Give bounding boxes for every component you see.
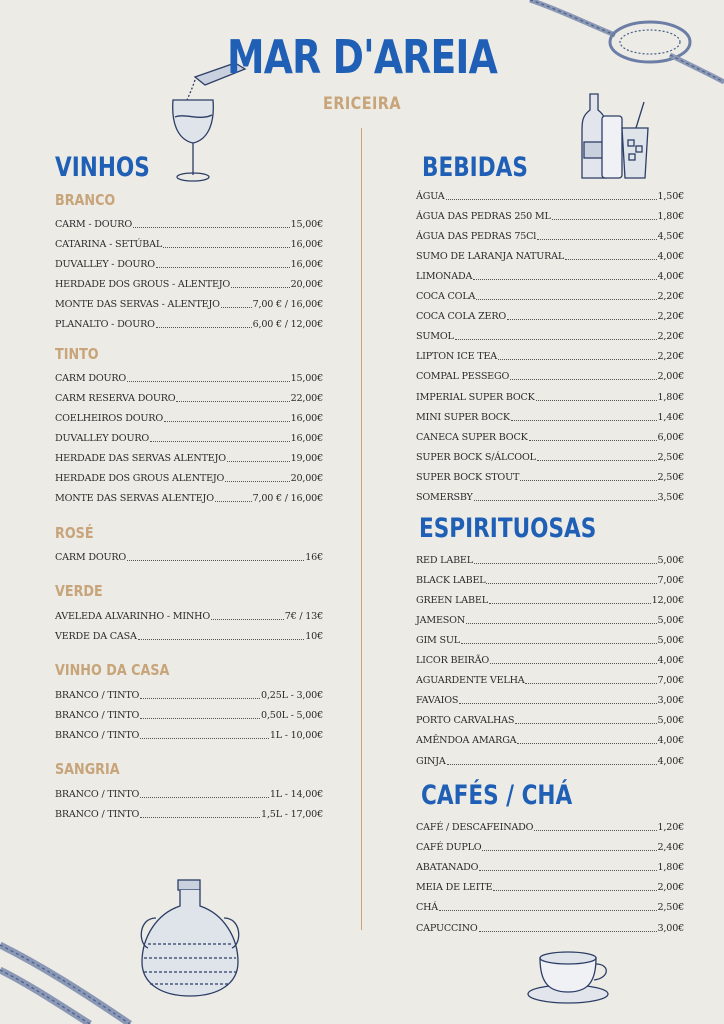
menu-item-price: 4,00€ [657,251,684,263]
menu-item-name: CARM DOURO [55,552,127,563]
menu-item-name: MONTE DAS SERVAS - ALENTEJO [55,299,220,310]
menu-item-name: HERDADE DOS GROUS ALENTEJO [55,473,225,484]
dot-leader [140,698,260,699]
menu-item-row [416,470,684,484]
menu-item-name: HERDADE DAS SERVAS ALENTEJO [55,453,226,464]
dot-leader [461,643,657,644]
menu-item-row [416,349,684,363]
dot-leader [520,480,656,481]
menu-item-price: 4,00€ [657,755,684,767]
menu-item-name: ÁGUA DAS PEDRAS 250 ML [416,211,551,223]
menu-item-row [55,471,323,485]
menu-item-name: COCA COLA [416,291,476,303]
menu-item-name: SUMO DE LARANJA NATURAL [416,251,565,263]
menu-item-name: GREEN LABEL [416,595,488,607]
menu-item-price: 16,00€ [290,259,323,270]
dot-leader [507,319,656,320]
menu-item-price: 16,00€ [290,433,323,444]
menu-item-name: CANECA SUPER BOCK [416,431,528,443]
menu-item-price: 7,00 € / 16,00€ [252,493,323,504]
restaurant-title: MAR D'AREIA [227,30,497,84]
menu-item-price: 3,50€ [657,491,684,503]
menu-item-name: BRANCO / TINTO [55,730,140,741]
menu-item-price: 2,00€ [657,882,684,894]
menu-item-name: AVELEDA ALVARINHO - MINHO [55,611,211,622]
dot-leader [537,239,656,240]
menu-item-row [55,237,323,251]
dot-leader [156,327,252,328]
menu-item-row [55,728,323,742]
menu-item-row [416,900,684,914]
menu-item-price: 7,00€ [657,675,684,687]
dot-leader [476,299,656,300]
dot-leader [140,738,269,739]
menu-item-name: COMPAL PESSEGO [416,371,510,383]
menu-item-row [416,653,684,667]
menu-item-row [416,673,684,687]
menu-item-name: GINJA [416,755,446,767]
dot-leader [529,440,657,441]
menu-item-price: 2,50€ [657,471,684,483]
menu-item-name: BRANCO / TINTO [55,809,140,820]
menu-item-row [416,369,684,383]
menu-item-price: 22,00€ [290,393,323,404]
menu-item-row [55,391,323,405]
menu-item-row [416,820,684,834]
menu-item-name: MEIA DE LEITE [416,882,493,894]
dot-leader [552,219,657,220]
menu-item-price: 1,80€ [657,391,684,403]
menu-item-price: 2,50€ [657,902,684,914]
tinto-heading: TINTO [55,345,99,363]
menu-item-name: LICOR BEIRÃO [416,655,490,667]
menu-item-price: 15,00€ [290,373,323,384]
menu-item-row [55,609,323,623]
dot-leader [140,718,260,719]
menu-item-name: FAVAIOS [416,695,459,707]
menu-item-price: 2,20€ [657,351,684,363]
menu-item-price: 7,00€ [657,575,684,587]
dot-leader [221,307,252,308]
vinho-casa-heading: VINHO DA CASA [55,661,170,679]
dot-leader [493,890,656,891]
wines-column [55,0,323,1024]
menu-item-price: 7,00 € / 16,00€ [252,299,323,310]
menu-item-price: 1,80€ [657,211,684,223]
drinks-column [416,0,684,1024]
menu-item-price: 20,00€ [290,279,323,290]
menu-item-price: 5,00€ [657,635,684,647]
dot-leader [474,500,657,501]
menu-item-price: 16,00€ [290,239,323,250]
menu-item-row [416,410,684,424]
menu-item-price: 4,00€ [657,655,684,667]
column-divider [361,128,362,930]
menu-item-price: 2,20€ [657,291,684,303]
menu-item-price: 0,50L - 5,00€ [261,710,323,721]
menu-item-name: SUPER BOCK S/ÁLCOOL [416,451,536,463]
menu-item-price: 1,20€ [657,822,684,833]
menu-item-row [55,317,323,331]
menu-item-price: 2,00€ [657,371,684,383]
dot-leader [534,830,656,831]
menu-item-name: MINI SUPER BOCK [416,411,510,423]
dot-leader [140,797,269,798]
menu-item-price: 1,50€ [657,191,684,202]
dot-leader [176,401,289,402]
menu-item-price: 4,00€ [657,735,684,747]
menu-item-name: AGUARDENTE VELHA [416,675,525,687]
menu-item-name: IMPERIAL SUPER BOCK [416,391,535,403]
menu-item-name: CAPUCCINO [416,922,478,934]
menu-item-name: COCA COLA ZERO [416,311,507,323]
menu-item-name: SUPER BOCK STOUT [416,471,520,483]
menu-item-price: 2,50€ [657,451,684,463]
dot-leader [479,931,657,932]
dot-leader [127,560,304,561]
menu-item-price: 6,00€ [657,431,684,443]
menu-item-price: 1L - 10,00€ [269,730,323,741]
menu-item-row [55,431,323,445]
dot-leader [140,817,260,818]
menu-item-name: CHÁ [416,902,439,914]
menu-item-name: AMÊNDOA AMARGA [416,735,517,747]
menu-item-price: 5,00€ [657,715,684,727]
dot-leader [565,259,657,260]
menu-item-row [416,613,684,627]
menu-item-name: CAFÉ DUPLO [416,842,482,854]
dot-leader [517,743,656,744]
menu-item-name: BRANCO / TINTO [55,690,140,701]
menu-item-row [416,289,684,303]
menu-item-row [55,688,323,702]
sangria-heading: SANGRIA [55,760,120,778]
menu-item-name: VERDE DA CASA [55,631,137,642]
dot-leader [133,227,290,228]
menu-item-name: RED LABEL [416,555,473,566]
dot-leader [466,623,656,624]
menu-item-row [55,371,323,385]
menu-item-row [55,411,323,425]
menu-item-row [416,229,684,243]
location-subtitle: ERICEIRA [323,94,401,114]
menu-item-row [416,309,684,323]
menu-item-name: ABATANADO [416,862,479,874]
menu-item-row [416,269,684,283]
menu-item-price: 7€ / 13€ [284,611,323,622]
menu-item-price: 10€ [305,631,323,642]
menu-item-row [416,754,684,768]
menu-item-price: 6,00 € / 12,00€ [252,319,323,330]
menu-item-name: PLANALTO - DOURO [55,319,155,330]
dot-leader [446,199,657,200]
cafes-heading: CAFÉS / CHÁ [421,780,573,811]
dot-leader [525,683,656,684]
dot-leader [225,481,289,482]
dot-leader [479,870,656,871]
menu-item-price: 3,00€ [657,695,684,707]
menu-item-price: 1,5L - 17,00€ [261,809,323,820]
dot-leader [490,663,656,664]
menu-item-price: 15,00€ [290,219,323,230]
menu-item-name: CAFÉ / DESCAFEINADO [416,822,534,833]
menu-item-row [416,693,684,707]
dot-leader [474,563,657,564]
menu-item-row [55,708,323,722]
dot-leader [211,619,284,620]
menu-item-row [416,713,684,727]
dot-leader [215,501,252,502]
menu-item-row [416,573,684,587]
menu-item-name: BRANCO / TINTO [55,710,140,721]
dot-leader [164,421,290,422]
menu-item-name: HERDADE DOS GROUS - ALENTEJO [55,279,231,290]
menu-item-row [416,921,684,935]
menu-item-row [55,257,323,271]
menu-item-row [55,277,323,291]
dot-leader [486,583,656,584]
dot-leader [231,287,290,288]
menu-item-name: MONTE DAS SERVAS ALENTEJO [55,493,214,504]
menu-item-row [416,593,684,607]
menu-item-price: 16,00€ [290,413,323,424]
menu-item-row [416,209,684,223]
menu-item-name: ÁGUA DAS PEDRAS 75Cl [416,231,537,243]
menu-item-name: DUVALLEY - DOURO [55,259,155,270]
branco-heading: BRANCO [55,191,116,209]
menu-item-price: 16€ [305,552,323,563]
menu-item-row [416,189,684,203]
dot-leader [510,379,656,380]
menu-item-name: GIM SUL [416,635,460,647]
dot-leader [127,381,290,382]
menu-item-row [55,451,323,465]
menu-item-name: ÁGUA [416,191,445,202]
rose-heading: ROSÉ [55,524,94,542]
dot-leader [537,460,657,461]
menu-item-row [416,249,684,263]
wines-heading: VINHOS [55,152,150,183]
menu-item-price: 12,00€ [651,595,684,607]
dot-leader [156,267,290,268]
menu-item-row [416,633,684,647]
dot-leader [536,400,657,401]
dot-leader [455,339,657,340]
menu-item-row [55,550,323,564]
menu-item-name: LIMONADA [416,271,473,283]
menu-item-price: 2,20€ [657,331,684,343]
menu-item-name: LIPTON ICE TEA [416,351,498,363]
menu-item-row [416,880,684,894]
menu-item-row [416,860,684,874]
bebidas-heading: BEBIDAS [422,152,528,183]
menu-item-price: 0,25L - 3,00€ [261,690,323,701]
menu-item-price: 19,00€ [290,453,323,464]
menu-item-name: BRANCO / TINTO [55,789,140,800]
dot-leader [447,764,657,765]
menu-item-price: 4,50€ [657,231,684,243]
dot-leader [163,247,290,248]
menu-item-row [416,450,684,464]
menu-item-price: 2,20€ [657,311,684,323]
dot-leader [138,639,305,640]
menu-item-name: SUMOL [416,331,454,343]
menu-item-row [416,733,684,747]
menu-item-price: 1,40€ [657,411,684,423]
menu-item-row [416,329,684,343]
dot-leader [439,910,656,911]
menu-item-name: JAMESON [416,615,466,627]
dot-leader [482,850,656,851]
menu-item-name: PORTO CARVALHAS [416,715,515,727]
menu-item-price: 2,40€ [657,842,684,854]
dot-leader [473,279,656,280]
menu-item-name: CARM DOURO [55,373,127,384]
menu-item-price: 1L - 14,00€ [269,789,323,800]
dot-leader [511,420,657,421]
dot-leader [498,359,656,360]
menu-item-row [416,390,684,404]
menu-item-name: CARM - DOURO [55,219,132,230]
verde-heading: VERDE [55,582,103,600]
menu-item-price: 5,00€ [657,555,684,566]
menu-item-row [416,553,684,567]
menu-item-name: CATARINA - SETÚBAL [55,239,163,250]
dot-leader [459,703,656,704]
menu-item-price: 3,00€ [657,922,684,934]
espirituosas-heading: ESPIRITUOSAS [419,513,597,544]
menu-item-name: SOMERSBY [416,491,473,503]
dot-leader [515,723,656,724]
menu-item-row [55,629,323,643]
menu-item-price: 1,80€ [657,862,684,874]
menu-item-price: 4,00€ [657,271,684,283]
menu-item-row [416,430,684,444]
menu-item-name: BLACK LABEL [416,575,486,587]
menu-item-name: DUVALLEY DOURO [55,433,150,444]
menu-item-name: CARM RESERVA DOURO [55,393,176,404]
dot-leader [489,603,651,604]
menu-item-row [55,787,323,801]
menu-item-row [55,807,323,821]
menu-item-row [55,491,323,505]
menu-item-name: COELHEIROS DOURO [55,413,163,424]
menu-item-row [55,297,323,311]
menu-item-row [416,490,684,504]
dot-leader [227,461,290,462]
dot-leader [150,441,290,442]
menu-item-price: 5,00€ [657,615,684,627]
menu-item-price: 20,00€ [290,473,323,484]
menu-item-row [416,840,684,854]
menu-item-row [55,217,323,231]
